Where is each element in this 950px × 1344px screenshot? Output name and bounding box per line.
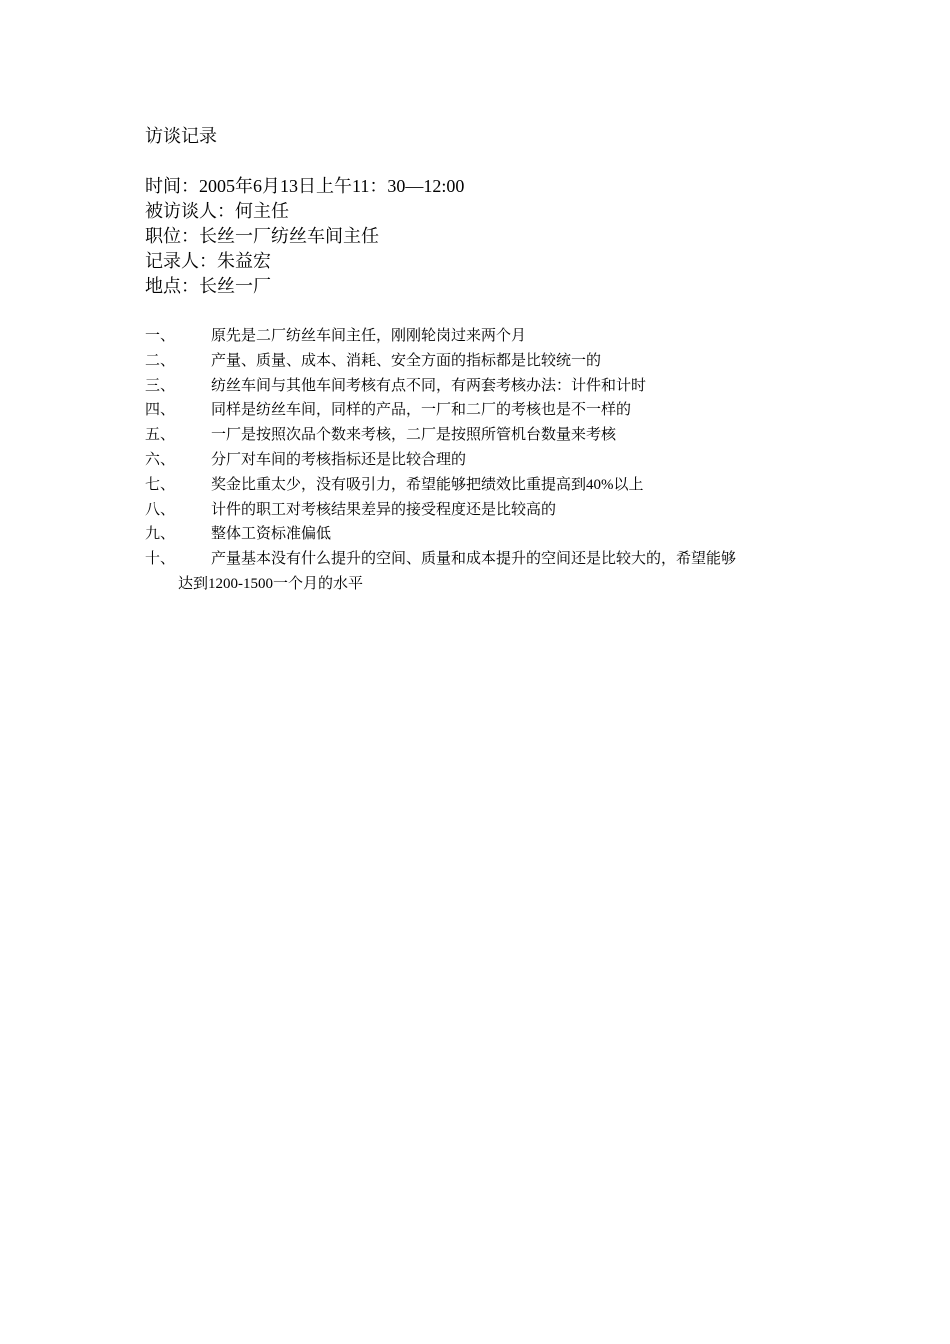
list-item-number: 五、 xyxy=(145,427,176,444)
list-item-number: 一、 xyxy=(145,328,176,344)
list-item-text: 产量、质量、成本、消耗、安全方面的指标都是比较统一的 xyxy=(211,352,602,369)
list-item-continuation: 达到1200-1500一个月的水平 xyxy=(178,575,363,592)
list-item-number: 四、 xyxy=(145,402,176,419)
meta-location: 地点：长丝一厂 xyxy=(145,276,271,296)
list-item-number: 六、 xyxy=(145,451,176,468)
list-item-number: 八、 xyxy=(145,501,176,518)
list-item-number: 二、 xyxy=(145,352,176,369)
list-item-text: 整体工资标准偏低 xyxy=(211,526,332,543)
list-item xyxy=(145,547,825,597)
list-item-number: 七、 xyxy=(145,476,176,493)
list-item-text: 同样是纺丝车间，同样的产品，一厂和二厂的考核也是不一样的 xyxy=(211,402,632,419)
list-item xyxy=(145,324,825,349)
document-title: 访谈记录 xyxy=(145,126,217,146)
meta-position: 职位：长丝一厂纺丝车间主任 xyxy=(145,226,379,246)
list-item-text: 纺丝车间与其他车间考核有点不同，有两套考核办法：计件和计时 xyxy=(211,377,647,394)
list-item-text: 一厂是按照次品个数来考核，二厂是按照所管机台数量来考核 xyxy=(211,427,617,444)
list-item xyxy=(145,423,825,448)
list-item xyxy=(145,374,825,399)
list-item xyxy=(145,349,825,374)
interview-notes-list xyxy=(145,324,825,597)
list-item-text: 分厂对车间的考核指标还是比较合理的 xyxy=(211,451,467,468)
meta-time: 时间：2005年6月13日上午11：30—12:00 xyxy=(145,176,465,196)
interview-meta xyxy=(145,174,464,299)
list-item-text: 原先是二厂纺丝车间主任，刚刚轮岗过来两个月 xyxy=(211,328,527,344)
list-item xyxy=(145,522,825,547)
list-item xyxy=(145,398,825,423)
meta-recorder: 记录人：朱益宏 xyxy=(145,251,271,271)
list-item-number: 九、 xyxy=(145,526,176,543)
meta-interviewee: 被访谈人：何主任 xyxy=(145,201,289,221)
list-item-text: 奖金比重太少，没有吸引力，希望能够把绩效比重提高到40%以上 xyxy=(211,476,644,493)
list-item-number: 三、 xyxy=(145,377,176,394)
list-item xyxy=(145,498,825,523)
list-item-number: 十、 xyxy=(145,551,176,568)
list-item-text: 计件的职工对考核结果差异的接受程度还是比较高的 xyxy=(211,501,557,518)
list-item xyxy=(145,473,825,498)
list-item-text: 产量基本没有什么提升的空间、质量和成本提升的空间还是比较大的，希望能够 xyxy=(211,551,737,568)
list-item xyxy=(145,448,825,473)
